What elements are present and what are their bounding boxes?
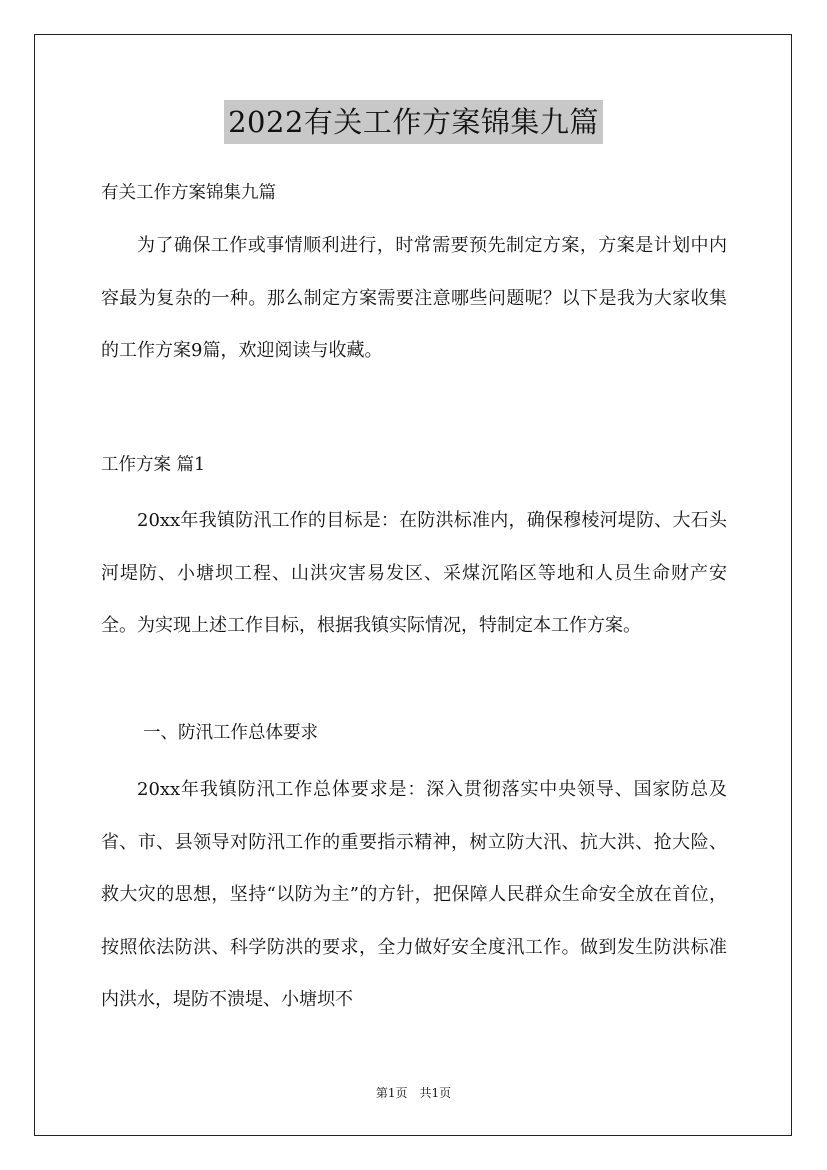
body-paragraph: 20xx年我镇防汛工作总体要求是：深入贯彻落实中央领导、国家防总及省、市、县领导对防汛工作的重要指示精神，树立防大汛、抗大洪、抢大险、救大灾的思想，坚持“以防为主”的方针，把保障人民群众生命安全放在首位，按照依法防洪、科学防洪的要求，全力做好安全度汛工作。做到发生防洪标准内洪水，堤防不溃堤、小塘坝不 xyxy=(101,779,727,1010)
section-title: 工作方案 篇1 xyxy=(101,455,206,475)
section-intro-paragraph: 20xx年我镇防汛工作的目标是：在防洪标准内，确保穆棱河堤防、大石头河堤防、小塘坝工程、山洪灾害易发区、采煤沉陷区等地和人员生命财产安全。为实现上述工作目标，根据我镇实际情况，特制定本工作方案。 xyxy=(101,510,727,636)
intro-paragraph: 为了确保工作或事情顺利进行，时常需要预先制定方案，方案是计划中内容最为复杂的一种。那么制定方案需要注意哪些问题呢？以下是我为大家收集的工作方案9篇，欢迎阅读与收藏。 xyxy=(101,235,727,361)
document-title-container xyxy=(0,100,827,144)
subheading: 一、防汛工作总体要求 xyxy=(143,723,318,743)
document-title: 2022有关工作方案锦集九篇 xyxy=(224,100,603,144)
page-footer: 第1页 共1页 xyxy=(375,1086,452,1100)
document-subtitle: 有关工作方案锦集九篇 xyxy=(101,183,276,203)
